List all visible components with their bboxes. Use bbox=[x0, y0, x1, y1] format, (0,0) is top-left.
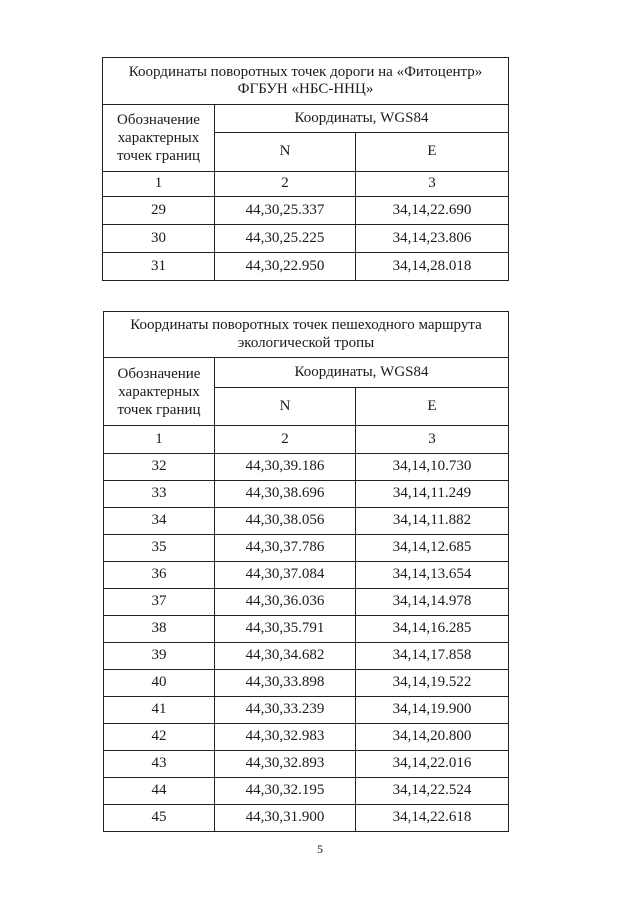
e-value: 34,14,13.654 bbox=[356, 562, 509, 589]
column-number: 1 bbox=[103, 172, 215, 197]
header-line: точек границ bbox=[117, 401, 201, 418]
n-value: 44,30,36.036 bbox=[215, 589, 356, 616]
table-row bbox=[104, 805, 509, 832]
e-value: 34,14,17.858 bbox=[356, 643, 509, 670]
point-number: 44 bbox=[104, 778, 215, 805]
column-number: 1 bbox=[104, 426, 215, 454]
n-value: 44,30,25.225 bbox=[215, 225, 356, 253]
point-number: 37 bbox=[104, 589, 215, 616]
table-row bbox=[103, 197, 509, 225]
e-header: E bbox=[356, 133, 509, 172]
e-value: 34,14,16.285 bbox=[356, 616, 509, 643]
table-row bbox=[104, 508, 509, 535]
e-header: E bbox=[356, 388, 509, 426]
header-line: характерных bbox=[117, 130, 200, 146]
e-value: 34,14,22.524 bbox=[356, 778, 509, 805]
table-row bbox=[104, 454, 509, 481]
table-title bbox=[104, 312, 509, 358]
n-header: N bbox=[215, 133, 356, 172]
table-row bbox=[103, 253, 509, 281]
coordinates-header: Координаты, WGS84 bbox=[215, 358, 509, 388]
n-value: 44,30,33.239 bbox=[215, 697, 356, 724]
n-value: 44,30,39.186 bbox=[215, 454, 356, 481]
column-number: 3 bbox=[356, 172, 509, 197]
column-number: 2 bbox=[215, 172, 356, 197]
column-number: 2 bbox=[215, 426, 356, 454]
e-value: 34,14,12.685 bbox=[356, 535, 509, 562]
point-number: 38 bbox=[104, 616, 215, 643]
table-row bbox=[104, 724, 509, 751]
header-line: Обозначение bbox=[117, 365, 201, 382]
point-number: 29 bbox=[103, 197, 215, 225]
e-value: 34,14,22.690 bbox=[356, 197, 509, 225]
point-number: 36 bbox=[104, 562, 215, 589]
point-number: 31 bbox=[103, 253, 215, 281]
n-value: 44,30,35.791 bbox=[215, 616, 356, 643]
e-value: 34,14,11.882 bbox=[356, 508, 509, 535]
n-value: 44,30,38.056 bbox=[215, 508, 356, 535]
table-row bbox=[103, 225, 509, 253]
page-number: 5 bbox=[317, 842, 323, 856]
point-label-header bbox=[103, 105, 215, 172]
table-row bbox=[104, 589, 509, 616]
point-number: 40 bbox=[104, 670, 215, 697]
table-row bbox=[104, 562, 509, 589]
table-title-line: экологической тропы bbox=[237, 334, 375, 351]
table-row bbox=[104, 697, 509, 724]
coordinates-header: Координаты, WGS84 bbox=[215, 105, 509, 133]
e-value: 34,14,19.522 bbox=[356, 670, 509, 697]
table-row bbox=[104, 481, 509, 508]
n-value: 44,30,22.950 bbox=[215, 253, 356, 281]
n-value: 44,30,31.900 bbox=[215, 805, 356, 832]
point-number: 39 bbox=[104, 643, 215, 670]
point-number: 32 bbox=[104, 454, 215, 481]
column-number: 3 bbox=[356, 426, 509, 454]
table-title-line: Координаты поворотных точек дороги на «Фитоцентр» bbox=[128, 63, 483, 80]
n-value: 44,30,32.195 bbox=[215, 778, 356, 805]
table-row bbox=[104, 616, 509, 643]
e-value: 34,14,10.730 bbox=[356, 454, 509, 481]
n-value: 44,30,34.682 bbox=[215, 643, 356, 670]
point-number: 45 bbox=[104, 805, 215, 832]
e-value: 34,14,11.249 bbox=[356, 481, 509, 508]
header-line: точек границ bbox=[116, 148, 201, 164]
table-row bbox=[104, 535, 509, 562]
table-row bbox=[104, 778, 509, 805]
point-number: 43 bbox=[104, 751, 215, 778]
table-row bbox=[104, 643, 509, 670]
n-value: 44,30,37.084 bbox=[215, 562, 356, 589]
header-line: Обозначение bbox=[117, 112, 200, 128]
e-value: 34,14,22.618 bbox=[356, 805, 509, 832]
header-line: характерных bbox=[118, 383, 200, 400]
point-number: 41 bbox=[104, 697, 215, 724]
point-number: 33 bbox=[104, 481, 215, 508]
e-value: 34,14,20.800 bbox=[356, 724, 509, 751]
n-header: N bbox=[215, 388, 356, 426]
n-value: 44,30,32.983 bbox=[215, 724, 356, 751]
e-value: 34,14,23.806 bbox=[356, 225, 509, 253]
n-value: 44,30,25.337 bbox=[215, 197, 356, 225]
n-value: 44,30,32.893 bbox=[215, 751, 356, 778]
e-value: 34,14,19.900 bbox=[356, 697, 509, 724]
table-title bbox=[103, 58, 509, 105]
table-title-line: Координаты поворотных точек пешеходного маршрута bbox=[130, 317, 482, 334]
n-value: 44,30,37.786 bbox=[215, 535, 356, 562]
table-title-line: ФГБУН «НБС-ННЦ» bbox=[237, 81, 374, 97]
e-value: 34,14,28.018 bbox=[356, 253, 509, 281]
table-row bbox=[104, 751, 509, 778]
n-value: 44,30,38.696 bbox=[215, 481, 356, 508]
point-number: 42 bbox=[104, 724, 215, 751]
table-row bbox=[104, 670, 509, 697]
point-number: 34 bbox=[104, 508, 215, 535]
trail-coordinates-table bbox=[103, 311, 509, 832]
n-value: 44,30,33.898 bbox=[215, 670, 356, 697]
point-label-header bbox=[104, 358, 215, 426]
e-value: 34,14,22.016 bbox=[356, 751, 509, 778]
point-number: 30 bbox=[103, 225, 215, 253]
road-coordinates-table bbox=[102, 57, 509, 281]
e-value: 34,14,14.978 bbox=[356, 589, 509, 616]
point-number: 35 bbox=[104, 535, 215, 562]
